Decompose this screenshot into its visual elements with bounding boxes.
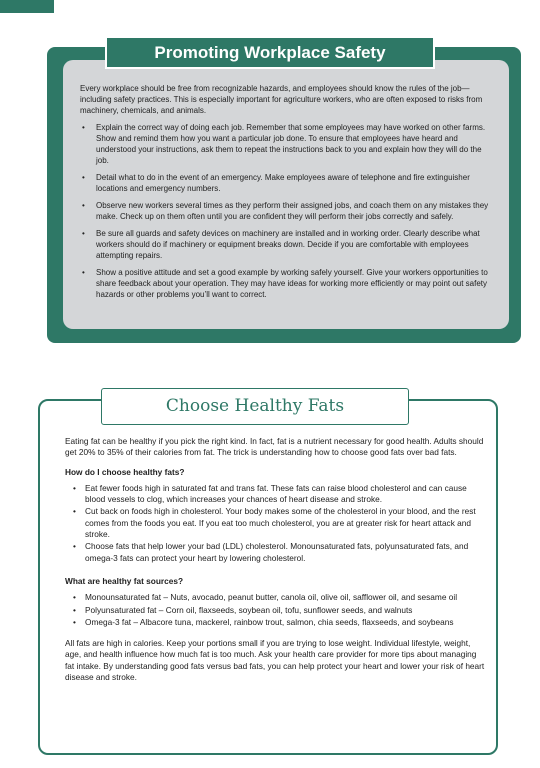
fat-source-item: • Polyunsaturated fat – Corn oil, flaxseeds, soybean oil, tofu, sunflower seeds, and walnuts [65,605,485,616]
choose-fats-list [65,483,485,564]
safety-bullet: • Be sure all guards and safety devices on machinery are installed and in working order. Clearly describe what workers should do if machinery or equipment breaks down. Decide if you are comfortable with employees attempting repairs. [80,228,491,261]
page-corner-tab [0,0,54,13]
safety-bullet: • Observe new workers several times as they perform their assigned jobs, and coach them on any mistakes they make. Check up on them often until you are confident they will perform their jobs correctly and safely. [80,200,491,222]
fats-closing: All fats are high in calories. Keep your portions small if you are trying to lose weight. Individual lifestyle, weight, age, and health influence how much fat is too much. Ask your health care provider for more tips about managing fat intake. By understanding good fats versus bad fats, you can help protect your heart and lower your risk of heart disease and stroke. [65,638,485,683]
safety-bullet: • Explain the correct way of doing each job. Remember that some employees may have worked on other farms. Show and remind them how you want a particular job done. To ensure that employees have heard and understood your instructions, ask them to repeat the instructions back to you and explain how they will do the job. [80,122,491,166]
fat-sources-list [65,592,485,628]
fats-intro: Eating fat can be healthy if you pick the right kind. In fact, fat is a nutrient necessary for good health. Adults should get 20% to 35% of their calories from fat. The trick is understanding how to choose good fats over bad fats. [65,436,484,458]
fat-source-item: • Monounsaturated fat – Nuts, avocado, peanut butter, canola oil, olive oil, safflower oil, and sesame oil [65,592,485,603]
choose-fats-item: • Cut back on foods high in cholesterol. Your body makes some of the cholesterol in your blood, and the rest comes from the foods you eat. If you eat too much cholesterol, you are at greater risk for heart attack and stroke. [65,506,485,540]
safety-bullet: • Detail what to do in the event of an emergency. Make employees aware of telephone and fire extinguisher locations and emergency numbers. [80,172,491,194]
fat-source-item: • Omega-3 fat – Albacore tuna, mackerel, rainbow trout, salmon, chia seeds, flaxseeds, and soybeans [65,617,485,628]
choose-fats-item: • Choose fats that help lower your bad (LDL) cholesterol. Monounsaturated fats, polyunsaturated fats, and omega-3 fats can protect your heart by lowering cholesterol. [65,541,485,564]
choose-fats-heading: How do I choose healthy fats? [65,466,185,477]
safety-content [63,60,509,329]
choose-fats-item: • Eat fewer foods high in saturated fat and trans fat. These fats can raise blood cholesterol and can cause blood vessels to clog, which increases your chances of heart disease and stroke. [65,483,485,506]
safety-bullet-list [80,122,491,300]
fat-sources-heading: What are healthy fat sources? [65,575,184,586]
healthy-fats-title: Choose Healthy Fats [101,388,409,425]
safety-bullet: • Show a positive attitude and set a good example by working safely yourself. Give your workers opportunities to share feedback about your operation. They may have ideas for working more efficiently or may point out safety hazards or other problems you’ll want to correct. [80,267,491,300]
safety-title: Promoting Workplace Safety [105,36,435,69]
healthy-fats-content [65,436,485,691]
safety-intro: Every workplace should be free from recognizable hazards, and employees should know the rules of the job—including safety practices. This is especially important for agriculture workers, who are often exposed to risks from machinery, chemicals, and animals. [80,84,483,115]
